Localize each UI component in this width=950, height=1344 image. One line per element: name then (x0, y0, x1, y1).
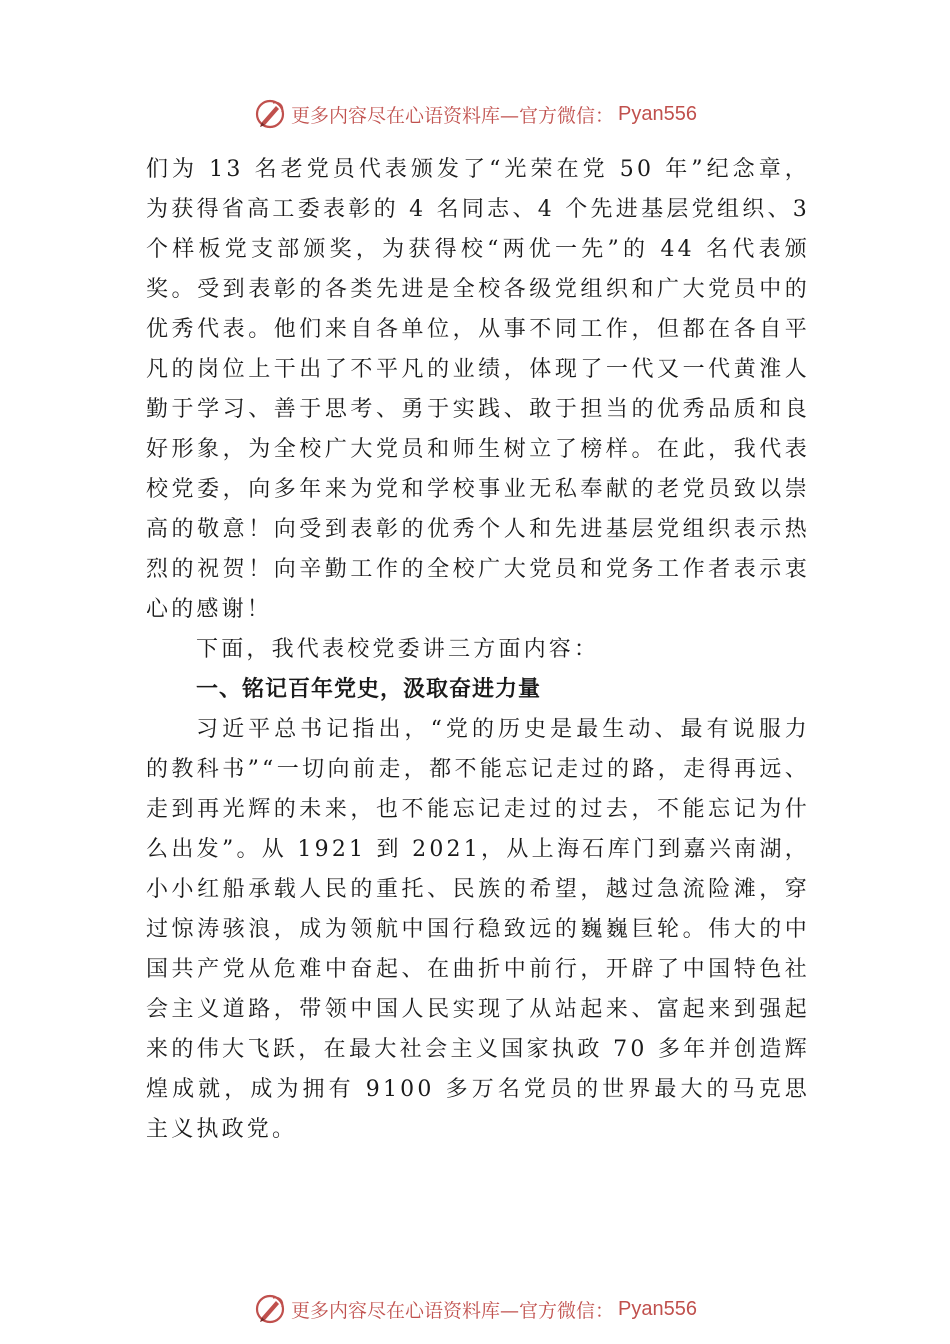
paragraph-body: 习近平总书记指出，“党的历史是最生动、最有说服力的教科书”“一切向前走，都不能忘记走过的路，走得再远、走到再光辉的未来，也不能忘记走过的过去，不能忘记为什么出发”。从 1921 到 2021，从上海石库门到嘉兴南湖，小小红船承载人民的重托、民族的希望，越过急流险滩，穿过惊涛骇浪，成为领航中国行稳致远的巍巍巨轮。伟大的中国共产党从危难中奋起、在曲折中前行，开辟了中国特色社会主义道路，带领中国人民实现了从站起来、富起来到强起来的伟大飞跃，在最大社会主义国家执政 70 多年并创造辉煌成就，成为拥有 9100 多万名党员的世界最大的马克思主义执政党。 (146, 717, 810, 1142)
watermark-text: 更多内容尽在心语资料库—官方微信： (291, 104, 615, 127)
document-body (146, 150, 810, 1150)
pen-logo-icon (253, 97, 287, 131)
footer-watermark (0, 1289, 950, 1329)
section-heading: 一、铭记百年党史，汲取奋进力量 (196, 677, 542, 702)
watermark-text: 更多内容尽在心语资料库—官方微信： (291, 1299, 615, 1322)
paragraph-intro: 下面，我代表校党委讲三方面内容： (196, 637, 600, 662)
paragraph-continuation: 们为 13 名老党员代表颁发了“光荣在党 50 年”纪念章，为获得省高工委表彰的 4 名同志、4 个先进基层党组织、3 个样板党支部颁奖，为获得校“两优一先”的 44 名代表颁奖。受到表彰的各类先进是全校各级党组织和广大党员中的优秀代表。他们来自各单位，从事不同工作，但都在各自平凡的岗位上干出了不平凡的业绩，体现了一代又一代黄淮人勤于学习、善于思考、勇于实践、敢于担当的优秀品质和良好形象，为全校广大党员和师生树立了榜样。在此，我代表校党委，向多年来为党和学校事业无私奉献的老党员致以崇高的敬意！向受到表彰的优秀个人和先进基层党组织表示热烈的祝贺！向辛勤工作的全校广大党员和党务工作者表示衷心的感谢！ (146, 157, 810, 622)
watermark-handle: Pyan556 (618, 1297, 697, 1320)
watermark-handle: Pyan556 (618, 102, 697, 125)
pen-logo-icon (253, 1292, 287, 1326)
header-watermark (0, 94, 950, 134)
